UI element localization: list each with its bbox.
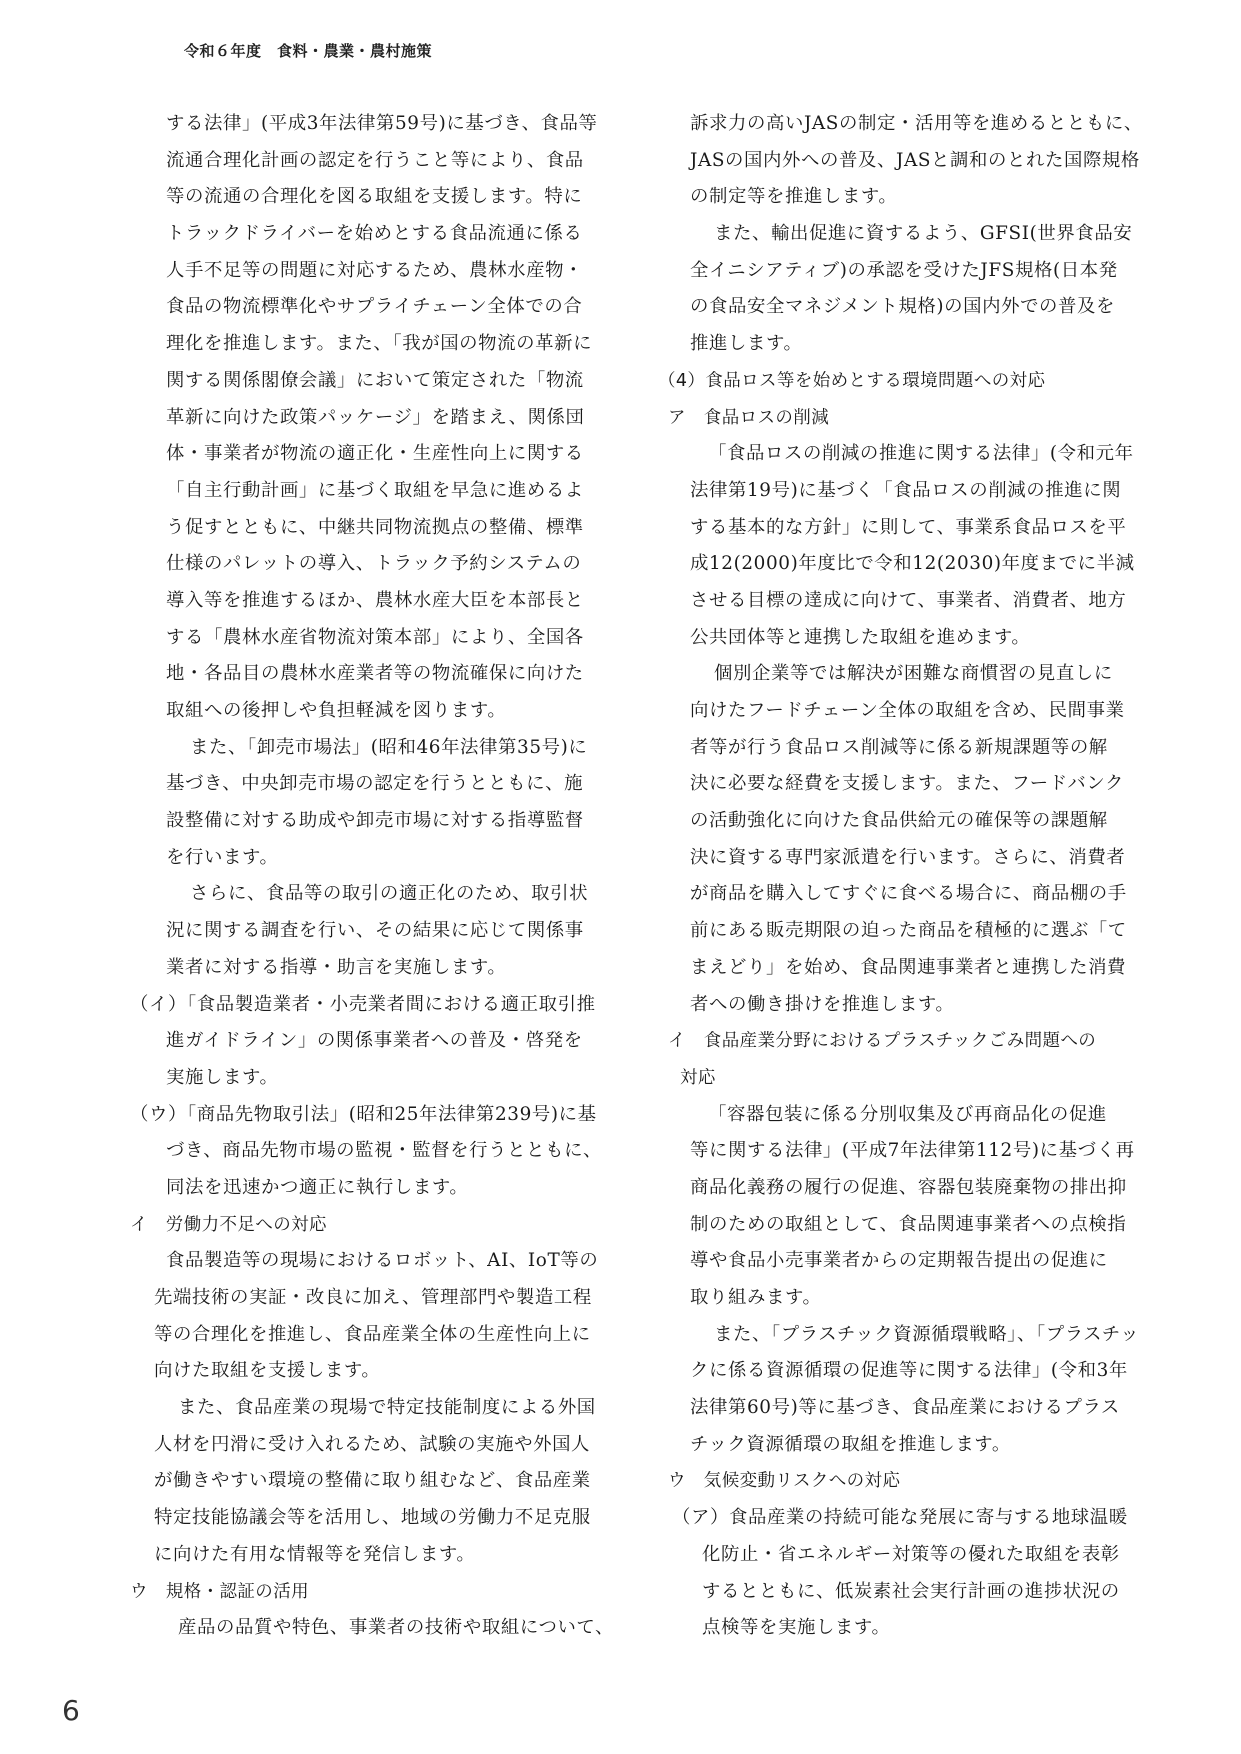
section-heading: ウ 気候変動リスクへの対応 — [668, 1471, 901, 1492]
text-line: トラックドライバーを始めとする食品流通に係る — [166, 223, 583, 245]
section-heading: イ 食品産業分野におけるプラスチックごみ問題への — [668, 1031, 1097, 1052]
text-line: 法律第60号)等に基づき、食品産業におけるプラス — [690, 1397, 1120, 1419]
text-line: 業者に対する指導・助言を実施します。 — [166, 956, 507, 978]
text-line: するとともに、低炭素社会実行計画の進捗状況の — [702, 1580, 1120, 1602]
text-line: 設整備に対する助成や卸売市場に対する指導監督 — [166, 810, 584, 832]
text-line: する基本的な方針」に則して、事業系食品ロスを平 — [690, 516, 1127, 538]
text-line: 取り組みます。 — [690, 1287, 822, 1308]
text-line: 人材を円滑に受け入れるため、試験の実施や外国人 — [154, 1433, 591, 1455]
left-text-column — [130, 106, 615, 1647]
text-line: 等の流通の合理化を図る取組を支援します。特に — [166, 186, 583, 208]
text-line: 況に関する調査を行い、その結果に応じて関係事 — [166, 920, 584, 942]
text-line: が働きやすい環境の整備に取り組むなど、食品産業 — [154, 1470, 591, 1492]
text-line: チック資源循環の取組を推進します。 — [690, 1433, 1011, 1455]
text-line: 等の合理化を推進し、食品産業全体の生産性向上に — [154, 1323, 591, 1345]
text-line: の活動強化に向けた食品供給元の確保等の課題解 — [690, 810, 1108, 832]
text-line: また、「卸売市場法」(昭和46年法律第35号)に — [190, 736, 588, 758]
text-line: の食品安全マネジメント規格)の国内外での普及を — [690, 296, 1116, 318]
text-line: 前にある販売期限の迫った商品を積極的に選ぶ「て — [690, 920, 1127, 942]
text-line: 取組への後押しや負担軽減を図ります。 — [166, 700, 507, 721]
text-line: 関する関係閣僚会議」において策定された「物流 — [166, 369, 584, 391]
text-line: また、「プラスチック資源循環戦略」、「プラスチッ — [714, 1323, 1140, 1345]
text-line: まえどり」を始め、食品関連事業者と連携した消費 — [690, 956, 1127, 978]
text-line: 「自主行動計画」に基づく取組を早急に進めるよ — [166, 479, 584, 501]
text-line: さらに、食品等の取引の適正化のため、取引状 — [190, 883, 589, 905]
text-line: 食品の物流標準化やサプライチェーン全体での合 — [166, 296, 583, 318]
text-line: する法律」(平成3年法律第59号)に基づき、食品等 — [166, 113, 598, 134]
text-line: 個別企業等では解決が困難な商慣習の見直しに — [714, 663, 1113, 685]
text-line: に向けた有用な情報等を発信します。 — [154, 1543, 476, 1565]
text-line: また、食品産業の現場で特定技能制度による外国 — [178, 1397, 596, 1419]
text-line: 特定技能協議会等を活用し、地域の労働力不足克服 — [154, 1507, 591, 1529]
text-line: する「農林水産省物流対策本部」により、全国各 — [166, 626, 584, 648]
text-line: 地・各品目の農林水産業者等の物流確保に向けた — [166, 663, 584, 685]
text-line: 実施します。 — [166, 1066, 279, 1088]
text-line: JASの国内外への普及、JASと調和のとれた国際規格 — [690, 149, 1140, 171]
text-line: 「容器包装に係る分別収集及び再商品化の促進 — [708, 1103, 1107, 1125]
text-line: 者への働き掛けを推進します。 — [690, 993, 955, 1015]
text-line: 推進します。 — [690, 333, 803, 355]
text-line: 同法を迅速かつ適正に執行します。 — [166, 1176, 469, 1198]
page-number: 6 — [62, 1694, 80, 1727]
text-line: 決に資する専門家派遣を行います。さらに、消費者 — [690, 846, 1126, 868]
text-line: 産品の品質や特色、事業者の技術や取組について、 — [178, 1617, 615, 1639]
text-line: 商品化義務の履行の促進、容器包装廃棄物の排出抑 — [690, 1176, 1127, 1198]
text-line: 人手不足等の問題に対応するため、農林水産物・ — [166, 259, 584, 281]
text-line: 決に必要な経費を支援します。また、フードバンク — [690, 773, 1125, 795]
text-line: 訴求力の高いJASの制定・活用等を進めるとともに、 — [690, 113, 1143, 134]
text-line: 基づき、中央卸売市場の認定を行うとともに、施 — [166, 773, 584, 795]
text-line: 仕様のパレットの導入、トラック予約システムの — [166, 553, 582, 575]
text-line: 全イニシアティブ)の承認を受けたJFS規格(日本発 — [690, 259, 1118, 281]
text-line: クに係る資源循環の促進等に関する法律」(令和3年 — [690, 1360, 1128, 1382]
text-line: 者等が行う食品ロス削減等に係る新規課題等の解 — [690, 736, 1108, 758]
section-heading: （4）食品ロス等を始めとする環境問題への対応 — [658, 370, 1046, 391]
text-line: 食品製造等の現場におけるロボット、AI、IoT等の — [166, 1250, 599, 1272]
running-header: 令和６年度 食料・農業・農村施策 — [184, 42, 433, 60]
text-line: 体・事業者が物流の適正化・生産性向上に関する — [166, 443, 584, 465]
text-line: （ウ）「商品先物取引法」(昭和25年法律第239号)に基 — [130, 1103, 597, 1125]
text-line: 導入等を推進するほか、農林水産大臣を本部長と — [166, 589, 584, 611]
text-line: 等に関する法律」(平成7年法律第112号)に基づく再 — [690, 1140, 1135, 1162]
text-line: 革新に向けた政策パッケージ」を踏まえ、関係団 — [166, 406, 585, 428]
text-line: また、輸出促進に資するよう、GFSI(世界食品安 — [714, 223, 1133, 245]
text-line: 制のための取組として、食品関連事業者への点検指 — [690, 1213, 1127, 1235]
section-heading: イ 労働力不足への対応 — [130, 1214, 327, 1235]
text-line: 向けたフードチェーン全体の取組を含め、民間事業 — [690, 700, 1125, 721]
section-heading: ア 食品ロスの削減 — [668, 407, 830, 428]
text-line: う促すとともに、中継共同物流拠点の整備、標準 — [166, 516, 584, 538]
text-line: 点検等を実施します。 — [702, 1617, 891, 1639]
text-line: 向けた取組を支援します。 — [154, 1360, 381, 1382]
text-line: 成12(2000)年度比で令和12(2030)年度までに半減 — [690, 553, 1135, 575]
text-line: づき、商品先物市場の監視・監督を行うとともに、 — [166, 1140, 603, 1162]
right-text-column — [658, 106, 1148, 1647]
text-line: 理化を推進します。また、「我が国の物流の革新に — [166, 333, 593, 355]
text-line: 導や食品小売事業者からの定期報告提出の促進に — [690, 1250, 1108, 1272]
text-line: 流通合理化計画の認定を行うこと等により、食品 — [166, 149, 584, 171]
text-line: 先端技術の実証・改良に加え、管理部門や製造工程 — [154, 1287, 592, 1308]
text-line: 「食品ロスの削減の推進に関する法律」(令和元年 — [708, 443, 1134, 465]
text-line: （ア）食品産業の持続可能な発展に寄与する地球温暖 — [672, 1507, 1128, 1529]
text-line: 法律第19号)に基づく「食品ロスの削減の推進に関 — [690, 479, 1122, 501]
text-line: 進ガイドライン」の関係事業者への普及・啓発を — [166, 1030, 583, 1052]
text-line: （イ）「食品製造業者・小売業者間における適正取引推 — [130, 993, 596, 1015]
text-line: 公共団体等と連携した取組を進めます。 — [690, 626, 1031, 648]
section-heading: ウ 規格・認証の活用 — [130, 1581, 309, 1602]
section-heading: 対応 — [680, 1067, 716, 1088]
text-line: を行います。 — [166, 846, 279, 868]
text-line: の制定等を推進します。 — [690, 186, 898, 208]
text-line: が商品を購入してすぐに食べる場合に、商品棚の手 — [690, 883, 1127, 905]
text-line: させる目標の達成に向けて、事業者、消費者、地方 — [690, 589, 1127, 611]
text-line: 化防止・省エネルギー対策等の優れた取組を表彰 — [702, 1543, 1120, 1565]
